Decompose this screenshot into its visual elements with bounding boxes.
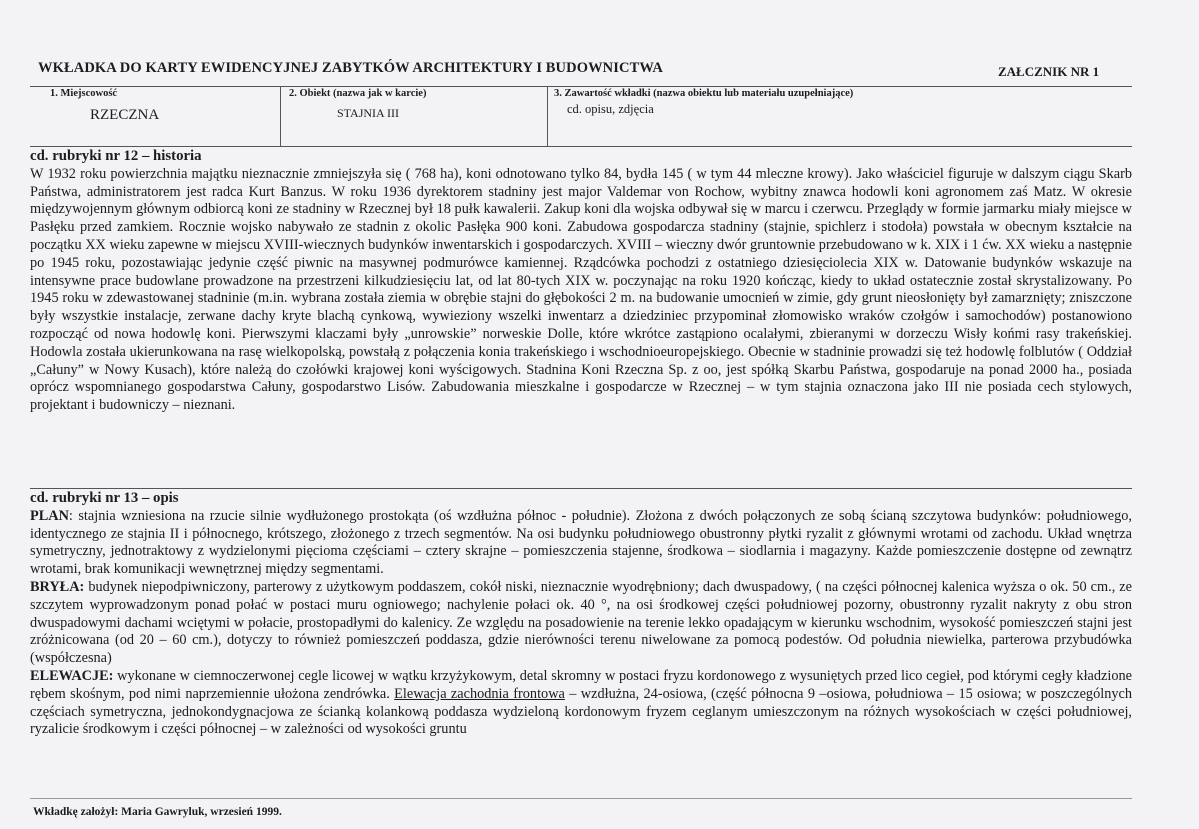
locality-label: 1. Miejscowość: [50, 88, 118, 99]
locality-cell: [30, 86, 281, 146]
object-cell: [281, 86, 548, 146]
description-section: [30, 490, 1132, 739]
author-footer: Wkładkę założył: Maria Gawryluk, wrzesień 1999.: [33, 806, 282, 818]
object-label: 2. Obiekt (nazwa jak w karcie): [289, 88, 427, 99]
annex-number: ZAŁCZNIK NR 1: [998, 64, 1100, 79]
locality-value: RZECZNA: [90, 107, 160, 123]
history-text: W 1932 roku powierzchnia majątku nieznacznie zmniejszyła się ( 768 ha), koni odnotowano tylko 84, bydła 145 ( w tym 44 mleczne krowy). Jako właściciel figuruje w dalszym ciągu Skarb Państwa, administratorem jest radca Kurt Banzus. W roku 1936 dyrektorem stadniny jest major Valdemar von Rochow, wybitny znawca hodowli koni agronomem zaś Matz. W okresie międzywojennym głównym odbiorcą koni ze stadniny w Rzecznej był 18 pułk kawalerii. Zakup koni dla wojska odbywał się w marcu i czerwcu. Przeglądy w formie jarmarku miały miejsce w Pasłęku przed zamkiem. Rocznie wojsko nabywało ze stadnin z okolic Pasłęka 900 koni. Zabudowa gospodarcza stadniny (stajnie, spichlerz i stodoła) powstała w obecnym kształcie na początku XX wieku zapewne w miejscu XVIII-wiecznych budynków inwentarskich i gospodarczych. XVIII – wieczny dwór gruntownie przebudowano w k. XIX i 1 ćw. XX wieku a następnie po 1945 roku, pozostawiając jedynie część piwnic na masywnej podmurówce kamiennej. Rządcówka pochodzi z ostatniego dziesięciolecia XIX w. Datowanie budynków wskazuje na intensywne prace budowlane prowadzone na przestrzeni kilkudziesięciu lat, od lat 80-tych XIX w. poczynając na roku 1920 kończąc, kiedy to układ ostatecznie został skrystalizowany. Po 1945 roku w zdewastowanej stadninie (m.in. wybrana została ziemia w obrębie stajni do głębokości 2 m. na budowanie umocnień w zimie, gdy grunt nieosłonięty był zamarznięty; zniszczone były wszystkie instalacje, zerwane dachy kryte blachą cynkową, wywieziony wszelki inwentarz a dziedziniec przypominał złomowisko wraków czołgów i samochodów) postanowiono rozpocząć od nowa hodowlę koni. Pierwszymi klaczami były „unrowskie” norweskie Dolle, które wkrótce zastąpiono ocalałymi, zbieranymi w dorzeczu Wisły końmi rasy trakeńskiej. Hodowla została ukierunkowana na rasę wielkopolską, powstałą z połączenia konia trakeńskiego i wschodnioeuropejskiego. Obecnie w stadninie prowadzi się też hodowlę folblutów ( Oddział „Całuny” w Nowy Kusach), które należą do czołówki krajowej koni wyścigowych. Stadnina Koni Rzeczna Sp. z oo, jest spółką Skarbu Państwa, gospodaruje na ponad 2000 ha., posiada oprócz wspomnianego gospodarstwa Całuny, gospodarstwo Lisów. Zabudowania mieszkalne i gospodarcze w Rzecznej – w tym stajnia oznaczona jako III nie posiada cech stylowych, projektant i budowniczy – nieznani.: [30, 165, 1132, 414]
contents-cell: [548, 86, 1132, 146]
elevations-text-1: wykonane w ciemnoczerwonej cegle licowej w wątku krzyżykowym, detal skromny w postaci fryzu kordonowego z wysuniętych przed lico cegieł, pod którymi cegły kładzione rębem skośnym, pod nimi naprzemiennie ułożona zendrówka.: [30, 667, 1132, 702]
contents-value: cd. opisu, zdjęcia: [567, 102, 654, 116]
bryla-paragraph: [30, 579, 1132, 668]
plan-lead: PLAN: [30, 507, 69, 524]
elevations-paragraph: [30, 668, 1132, 739]
plan-text: : stajnia wzniesiona na rzucie silnie wydłużonego prostokąta (oś wzdłużna północ - południe). Złożona z dwóch połączonych ze sobą ścianą szczytowa budynków: południowego, identycznego ze stajnia II i północnego, krótszego, złożonego z trzech segmentów. Na osi budynku południowego obustronny płytki ryzalit z głównymi wrotami od zachodu. Układ wnętrza symetryczny, jednotraktowy z wydzielonymi pięcioma częściami – cztery skrajne – pomieszczenia stajenne, środkowa – siodlarnia i magazyny. Każde pomieszczenie dostępne od zewnątrz wrotami, brak komunikacji wewnętrznej między segmentami.: [30, 507, 1132, 578]
plan-paragraph: [30, 508, 1132, 579]
object-value: STAJNIA III: [337, 106, 400, 120]
contents-label: 3. Zawartość wkładki (nazwa obiektu lub materiału uzupełniające): [554, 88, 854, 99]
elevations-text-2: – wzdłużna, 24-osiowa, (część północna 9 –osiowa, południowa – 15 osiowa; w poszczególnych częściach symetryczna, jednokondygnacjowa ze ścianką kolankową poddasza wydzieloną kordonowym fryzem ceglanym umieszczonym na różnych wysokościach w części południowej, ryzalicie środkowym i części północnej – w zależności od wysokości gruntu: [30, 685, 1132, 738]
divider: [30, 146, 1132, 147]
divider: [30, 798, 1132, 799]
bryla-text: budynek niepodpiwniczony, parterowy z użytkowym poddaszem, cokół niski, nieznacznie wyodrębniony; dach dwuspadowy, ( na części północnej kalenica wyższa o ok. 50 cm., ze szczytem wyprowadzonym ponad połać w postaci muru ogniowego; nachylenie połaci ok. 40 °, na osi środkowej części południowej pozorny, obustronny ryzalit nakryty z obu stron dwuspadowymi dachami wciętymi w połacie, prostopadłymi do kalenicy. Ze względu na posadowienie na terenie lekko opadającym w kierunku wschodnim, wysokość pomieszczeń stajni jest zróżnicowana (od 20 – 60 cm.), dotyczy to również pomieszczeń poddasza, gdzie nierówności terenu niwelowane za pomocą podestów. Od południa niewielka, parterowa przybudówka (współczesna): [30, 578, 1132, 667]
divider: [30, 488, 1132, 489]
west-elevation-label: Elewacja zachodnia frontowa: [394, 685, 565, 702]
history-section: [30, 148, 1132, 415]
bryla-lead: BRYŁA:: [30, 578, 85, 595]
history-heading: cd. rubryki nr 12 – historia: [30, 148, 202, 164]
description-heading: cd. rubryki nr 13 – opis: [30, 490, 179, 506]
document-title: WKŁADKA DO KARTY EWIDENCYJNEJ ZABYTKÓW ARCHITEKTURY I BUDOWNICTWA: [38, 60, 663, 76]
elevations-lead: ELEWACJE:: [30, 667, 114, 684]
